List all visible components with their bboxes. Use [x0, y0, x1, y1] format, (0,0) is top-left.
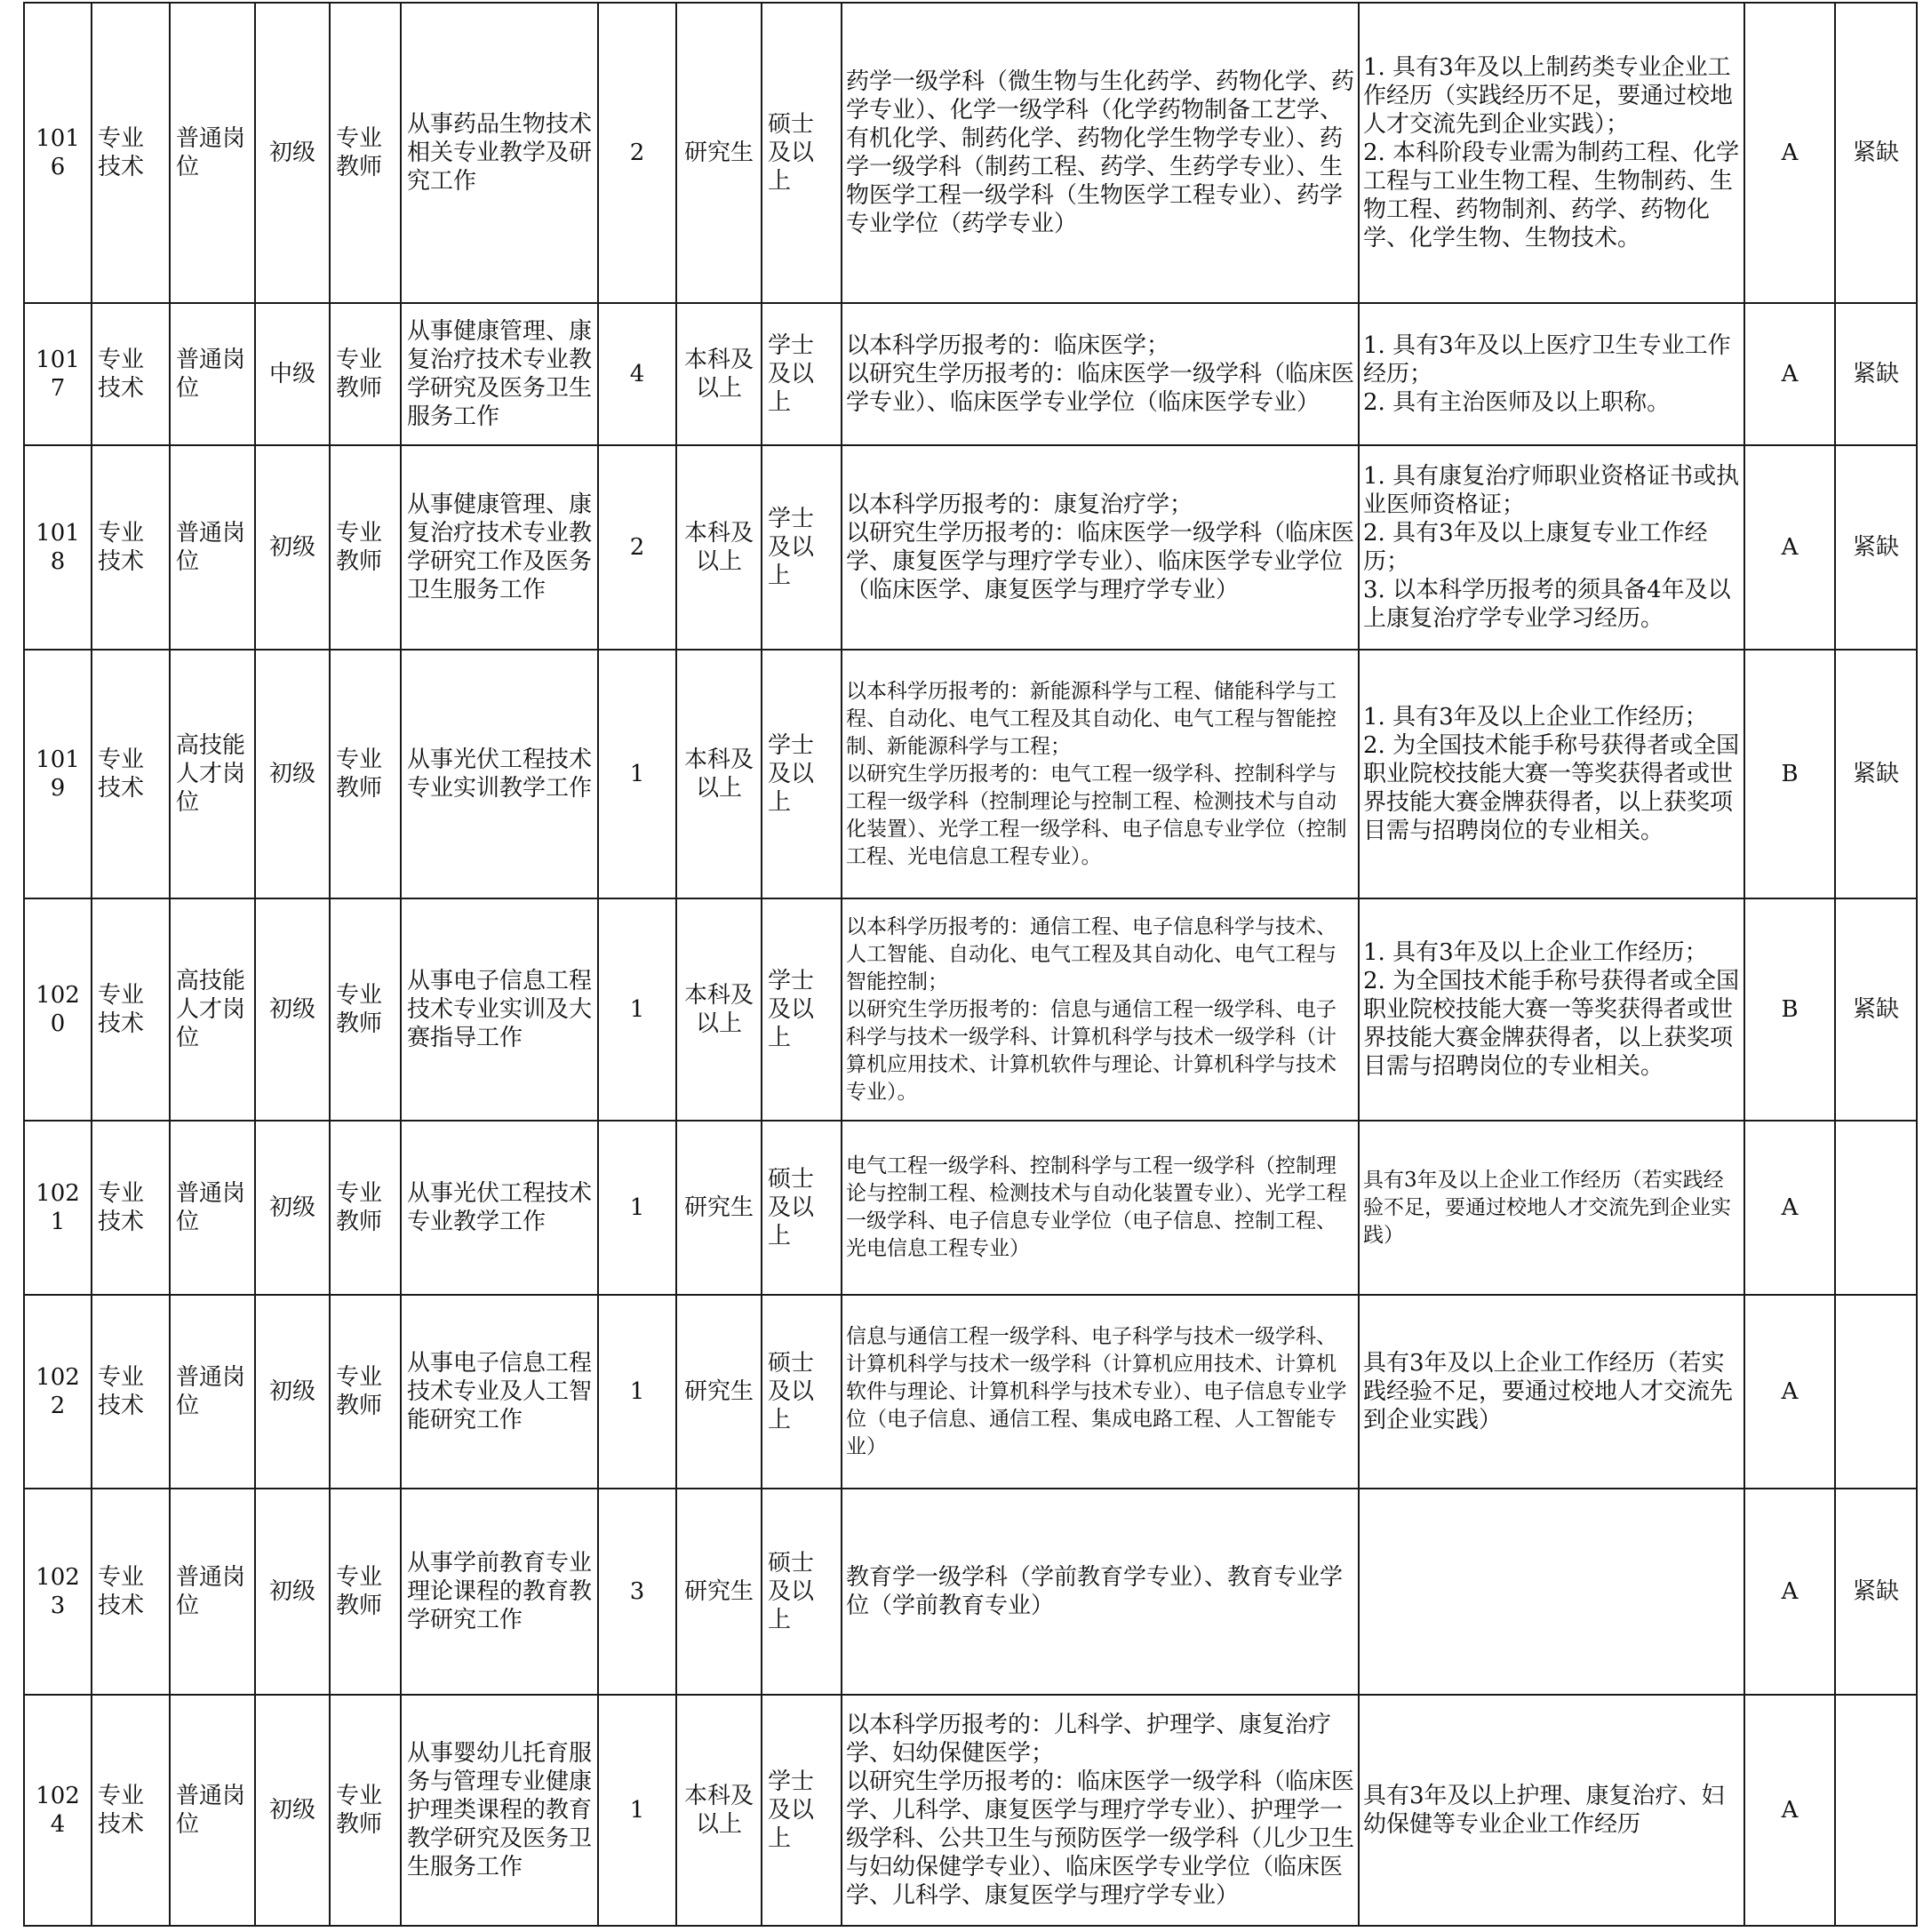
post-type: 普通岗位 — [170, 1695, 255, 1926]
education-req: 本科及以上 — [676, 650, 762, 898]
hire-count: 1 — [598, 1121, 676, 1295]
post-level: 中级 — [255, 303, 330, 445]
post-code: 1019 — [24, 650, 92, 898]
post-type: 普通岗位 — [170, 1489, 255, 1695]
post-duty: 从事电子信息工程技术专业实训及大赛指导工作 — [401, 898, 598, 1121]
other-line: 1. 具有3年及以上企业工作经历； — [1363, 704, 1708, 730]
post-type: 高技能人才岗位 — [170, 898, 255, 1121]
other-line: 具有3年及以上护理、康复治疗、妇幼保健等专业企业工作经历 — [1363, 1783, 1725, 1838]
post-type: 高技能人才岗位 — [170, 650, 255, 898]
table-row — [24, 650, 1917, 898]
hire-count: 1 — [598, 1295, 676, 1489]
remark — [1835, 1295, 1917, 1489]
post-code: 1021 — [24, 1121, 92, 1295]
post-name: 专业教师 — [330, 445, 401, 650]
post-duty: 从事健康管理、康复治疗技术专业教学研究及医务卫生服务工作 — [401, 303, 598, 445]
exam-type: A — [1744, 445, 1835, 650]
degree-req: 学士及以上 — [762, 303, 842, 445]
remark: 紧缺 — [1835, 303, 1917, 445]
post-category: 专业技术 — [92, 1695, 170, 1926]
post-name: 专业教师 — [330, 1695, 401, 1926]
major-line: 信息与通信工程一级学科、电子科学与技术一级学科、计算机科学与技术一级学科（计算机应用技术、计算机软件与理论、计算机科学与技术专业）、电子信息专业学位（电子信息、通信工程、集成电路工程、人工智能专业） — [846, 1324, 1347, 1458]
post-code: 1020 — [24, 898, 92, 1121]
other-req — [1359, 3, 1744, 303]
post-category: 专业技术 — [92, 303, 170, 445]
hire-count: 3 — [598, 1489, 676, 1695]
other-line: 2. 为全国技术能手称号获得者或全国职业院校技能大赛一等奖获得者或世界技能大赛金牌获得者，以上获奖项目需与招聘岗位的专业相关。 — [1363, 732, 1740, 844]
other-line: 2. 具有3年及以上康复专业工作经历； — [1363, 520, 1708, 575]
post-type: 普通岗位 — [170, 445, 255, 650]
major-line: 教育学一级学科（学前教育学专业）、教育专业学位（学前教育专业） — [846, 1564, 1344, 1619]
post-type: 普通岗位 — [170, 303, 255, 445]
education-req: 研究生 — [676, 1489, 762, 1695]
post-code: 1023 — [24, 1489, 92, 1695]
other-req — [1359, 650, 1744, 898]
major-line: 以本科学历报考的：儿科学、护理学、康复治疗学、妇幼保健医学； — [846, 1712, 1332, 1767]
other-line: 1. 具有3年及以上医疗卫生专业工作经历； — [1363, 332, 1731, 387]
post-code: 1024 — [24, 1695, 92, 1926]
exam-type: A — [1744, 1295, 1835, 1489]
major-req — [842, 1695, 1359, 1926]
post-code: 1016 — [24, 3, 92, 303]
post-name: 专业教师 — [330, 1489, 401, 1695]
education-req: 本科及以上 — [676, 1695, 762, 1926]
post-level: 初级 — [255, 898, 330, 1121]
major-line: 以本科学历报考的：康复治疗学； — [846, 491, 1193, 518]
other-line: 1. 具有3年及以上企业工作经历； — [1363, 939, 1708, 966]
table-row — [24, 1121, 1917, 1295]
major-req — [842, 1295, 1359, 1489]
major-line: 药学一级学科（微生物与生化药学、药物化学、药学专业）、化学一级学科（化学药物制备工艺学、有机化学、制药化学、药物化学生物学专业）、药学一级学科（制药工程、药学、生药学专业）、生物医学工程一级学科（生物医学工程专业）、药学专业学位（药学专业） — [846, 68, 1355, 237]
remark — [1835, 1121, 1917, 1295]
post-name: 专业教师 — [330, 303, 401, 445]
major-line: 电气工程一级学科、控制科学与工程一级学科（控制理论与控制工程、检测技术与自动化装置专业）、光学工程一级学科、电子信息专业学位（电子信息、控制工程、光电信息工程专业） — [846, 1154, 1347, 1260]
hire-count: 1 — [598, 898, 676, 1121]
hire-count: 1 — [598, 1695, 676, 1926]
post-code: 1018 — [24, 445, 92, 650]
hire-count: 2 — [598, 445, 676, 650]
post-category: 专业技术 — [92, 1489, 170, 1695]
remark: 紧缺 — [1835, 3, 1917, 303]
other-req — [1359, 445, 1744, 650]
post-duty: 从事健康管理、康复治疗技术专业教学研究工作及医务卫生服务工作 — [401, 445, 598, 650]
post-category: 专业技术 — [92, 1121, 170, 1295]
degree-req: 学士及以上 — [762, 898, 842, 1121]
post-type: 普通岗位 — [170, 1295, 255, 1489]
education-req: 研究生 — [676, 1121, 762, 1295]
post-duty: 从事光伏工程技术专业实训教学工作 — [401, 650, 598, 898]
other-line: 3. 以本科学历报考的须具备4年及以上康复治疗学专业学习经历。 — [1363, 577, 1731, 632]
post-duty: 从事婴幼儿托育服务与管理专业健康护理类课程的教育教学研究及医务卫生服务工作 — [401, 1695, 598, 1926]
post-category: 专业技术 — [92, 445, 170, 650]
exam-type: A — [1744, 1121, 1835, 1295]
other-line: 1. 具有康复治疗师职业资格证书或执业医师资格证； — [1363, 463, 1740, 518]
post-level: 初级 — [255, 1489, 330, 1695]
other-req — [1359, 1489, 1744, 1695]
degree-req: 硕士及以上 — [762, 1121, 842, 1295]
remark: 紧缺 — [1835, 445, 1917, 650]
major-req — [842, 1489, 1359, 1695]
table-row — [24, 303, 1917, 445]
other-req — [1359, 1295, 1744, 1489]
education-req: 本科及以上 — [676, 303, 762, 445]
post-category: 专业技术 — [92, 898, 170, 1121]
education-req: 本科及以上 — [676, 898, 762, 1121]
post-duty: 从事光伏工程技术专业教学工作 — [401, 1121, 598, 1295]
hire-count: 1 — [598, 650, 676, 898]
hire-count: 2 — [598, 3, 676, 303]
recruitment-table — [23, 2, 1918, 1927]
major-line: 以研究生学历报考的：信息与通信工程一级学科、电子科学与技术一级学科、计算机科学与技术一级学科（计算机应用技术、计算机软件与理论、计算机科学与技术专业）。 — [846, 997, 1337, 1104]
post-level: 初级 — [255, 1695, 330, 1926]
major-req — [842, 898, 1359, 1121]
post-category: 专业技术 — [92, 1295, 170, 1489]
major-req — [842, 650, 1359, 898]
table-row — [24, 3, 1917, 303]
exam-type: A — [1744, 1489, 1835, 1695]
post-code: 1022 — [24, 1295, 92, 1489]
other-req — [1359, 898, 1744, 1121]
remark — [1835, 1695, 1917, 1926]
degree-req: 学士及以上 — [762, 1695, 842, 1926]
major-line: 以研究生学历报考的：临床医学一级学科（临床医学、儿科学、康复医学与理疗学专业）、护理学一级学科、公共卫生与预防医学一级学科（儿少卫生与妇幼保健学专业）、临床医学专业学位（临床医学、儿科学、康复医学与理疗学专业） — [846, 1768, 1355, 1909]
degree-req: 硕士及以上 — [762, 1489, 842, 1695]
other-req — [1359, 1695, 1744, 1926]
post-name: 专业教师 — [330, 1121, 401, 1295]
post-duty: 从事电子信息工程技术专业及人工智能研究工作 — [401, 1295, 598, 1489]
table-row — [24, 1489, 1917, 1695]
post-name: 专业教师 — [330, 650, 401, 898]
remark: 紧缺 — [1835, 1489, 1917, 1695]
major-req — [842, 303, 1359, 445]
other-line: 1. 具有3年及以上制药类专业企业工作经历（实践经历不足，要通过校地人才交流先到企业实践）； — [1363, 54, 1734, 138]
table-row — [24, 898, 1917, 1121]
major-line: 以研究生学历报考的：电气工程一级学科、控制科学与工程一级学科（控制理论与控制工程、检测技术与自动化装置）、光学工程一级学科、电子信息专业学位（控制工程、光电信息工程专业）。 — [846, 762, 1347, 868]
post-type: 普通岗位 — [170, 3, 255, 303]
post-name: 专业教师 — [330, 3, 401, 303]
other-req — [1359, 1121, 1744, 1295]
post-category: 专业技术 — [92, 3, 170, 303]
education-req: 研究生 — [676, 3, 762, 303]
other-line: 具有3年及以上企业工作经历（若实践经验不足，要通过校地人才交流先到企业实践） — [1363, 1168, 1731, 1247]
post-name: 专业教师 — [330, 898, 401, 1121]
major-req — [842, 445, 1359, 650]
major-line: 以研究生学历报考的：临床医学一级学科（临床医学、康复医学与理疗学专业）、临床医学专业学位（临床医学、康复医学与理疗学专业） — [846, 520, 1355, 603]
major-req — [842, 1121, 1359, 1295]
major-line: 以本科学历报考的：临床医学； — [846, 332, 1170, 359]
post-level: 初级 — [255, 650, 330, 898]
education-req: 本科及以上 — [676, 445, 762, 650]
table-row — [24, 445, 1917, 650]
post-duty: 从事学前教育专业理论课程的教育教学研究工作 — [401, 1489, 598, 1695]
major-line: 以本科学历报考的：新能源科学与工程、储能科学与工程、自动化、电气工程及其自动化、电气工程与智能控制、新能源科学与工程； — [846, 679, 1337, 758]
exam-type: A — [1744, 1695, 1835, 1926]
table-row — [24, 1695, 1917, 1926]
exam-type: B — [1744, 898, 1835, 1121]
post-type: 普通岗位 — [170, 1121, 255, 1295]
post-code: 1017 — [24, 303, 92, 445]
degree-req: 学士及以上 — [762, 650, 842, 898]
post-level: 初级 — [255, 1295, 330, 1489]
post-level: 初级 — [255, 3, 330, 303]
major-req — [842, 3, 1359, 303]
degree-req: 硕士及以上 — [762, 3, 842, 303]
other-line: 具有3年及以上企业工作经历（若实践经验不足，要通过校地人才交流先到企业实践） — [1363, 1350, 1734, 1433]
education-req: 研究生 — [676, 1295, 762, 1489]
post-category: 专业技术 — [92, 650, 170, 898]
other-line: 2. 具有主治医师及以上职称。 — [1363, 389, 1671, 416]
major-line: 以研究生学历报考的：临床医学一级学科（临床医学专业）、临床医学专业学位（临床医学专业） — [846, 361, 1355, 416]
post-name: 专业教师 — [330, 1295, 401, 1489]
exam-type: A — [1744, 3, 1835, 303]
degree-req: 硕士及以上 — [762, 1295, 842, 1489]
degree-req: 学士及以上 — [762, 445, 842, 650]
major-line: 以本科学历报考的：通信工程、电子信息科学与技术、人工智能、自动化、电气工程及其自动化、电气工程与智能控制； — [846, 914, 1337, 994]
remark: 紧缺 — [1835, 650, 1917, 898]
exam-type: A — [1744, 303, 1835, 445]
table-row — [24, 1295, 1917, 1489]
other-req — [1359, 303, 1744, 445]
hire-count: 4 — [598, 303, 676, 445]
post-level: 初级 — [255, 445, 330, 650]
remark: 紧缺 — [1835, 898, 1917, 1121]
post-level: 初级 — [255, 1121, 330, 1295]
other-line: 2. 本科阶段专业需为制药工程、化学工程与工业生物工程、生物制药、生物工程、药物制剂、药学、药物化学、化学生物、生物技术。 — [1363, 140, 1740, 251]
other-line: 2. 为全国技术能手称号获得者或全国职业院校技能大赛一等奖获得者或世界技能大赛金牌获得者，以上获奖项目需与招聘岗位的专业相关。 — [1363, 968, 1740, 1080]
post-duty: 从事药品生物技术相关专业教学及研究工作 — [401, 3, 598, 303]
exam-type: B — [1744, 650, 1835, 898]
